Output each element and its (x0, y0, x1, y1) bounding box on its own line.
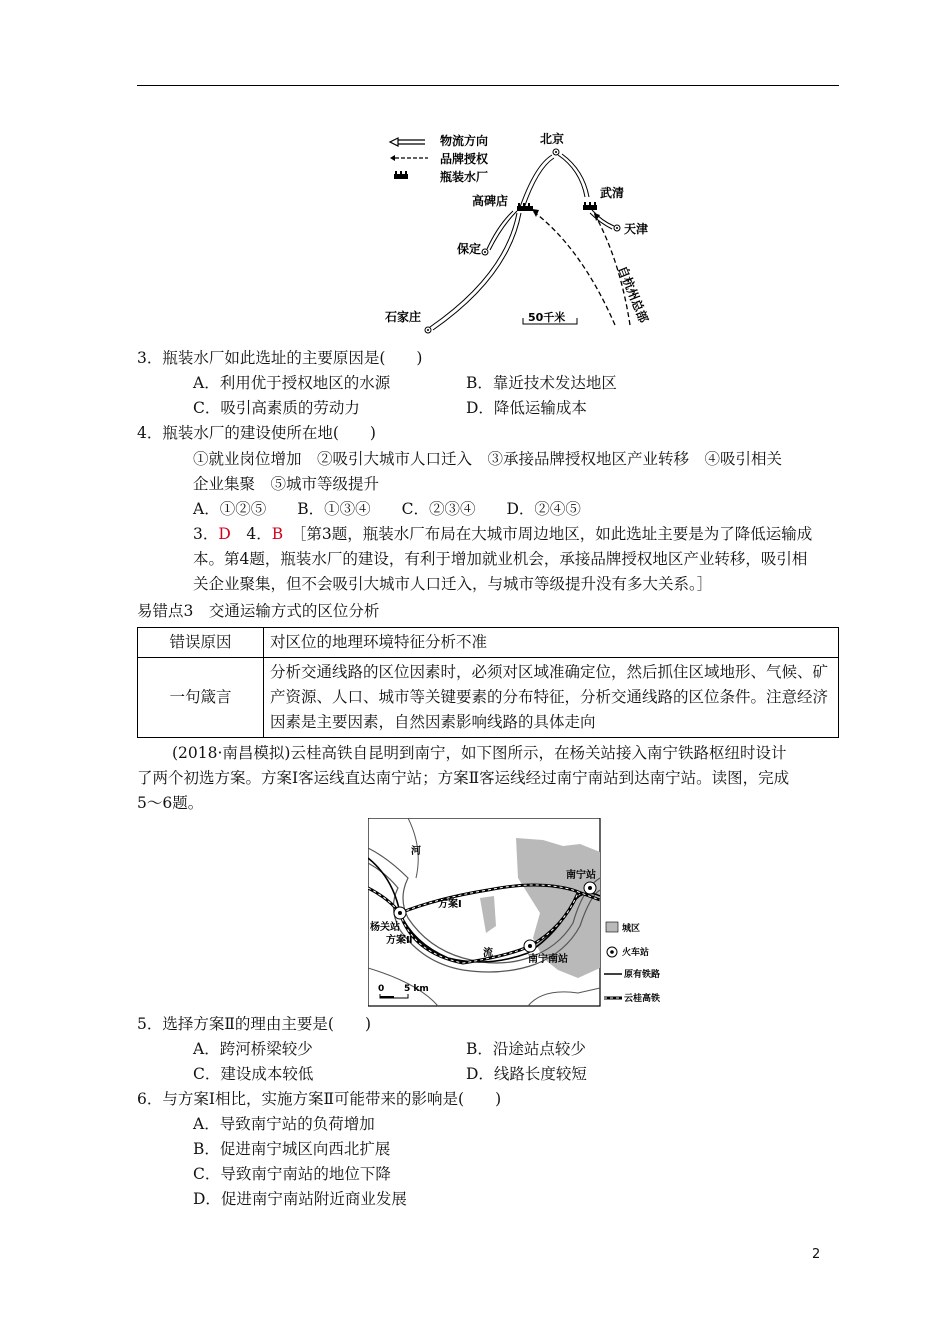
page-number: 2 (812, 1247, 821, 1262)
q6-option-d: D．促进南宁南站附近商业发展 (193, 1190, 407, 1208)
scale-zero: 0 (378, 984, 385, 994)
answer-4-key: B (271, 525, 284, 543)
q6-option-a: A．导致南宁站的负荷增加 (193, 1115, 375, 1133)
answer-3-key: D (218, 525, 231, 543)
table-row (138, 628, 839, 658)
river-label: 河 (411, 846, 421, 857)
legend-brand-label: 品牌授权 (440, 152, 489, 166)
answer-explanation-line2: 本。第4题，瓶装水厂的建设，有利于增加就业机会，承接品牌授权地区产业转移，吸引相 (193, 550, 808, 568)
table-row (138, 658, 839, 738)
answer-3-number: 3． (193, 525, 219, 543)
legend-flow-label: 物流方向 (440, 134, 489, 148)
legend-flow-arrow-icon (390, 138, 425, 146)
factory-gaobeidian-icon (517, 203, 533, 211)
answer-3-4 (193, 522, 812, 547)
city-shijiazhuang: 石家庄 (385, 310, 422, 324)
intro-line1: (2018·南昌模拟)云桂高铁自昆明到南宁，如下图所示，在杨关站接入南宁铁路枢纽时设计 (172, 744, 787, 762)
scale-km: 5 km (404, 984, 429, 994)
route-label: 自杭州总部 (615, 263, 651, 325)
table-cell-cause: 对区位的地理环境特征分析不准 (264, 628, 839, 658)
q5-option-a: A．跨河桥梁较少 (193, 1040, 313, 1058)
q3-stem: 3．瓶装水厂如此选址的主要原因是( ) (137, 349, 423, 367)
q6-stem: 6．与方案Ⅰ相比，实施方案Ⅱ可能带来的影响是( ) (137, 1090, 502, 1108)
error-analysis-table (137, 627, 839, 738)
legend-station-label: 火车站 (622, 948, 650, 958)
city-gaobeidian: 高碑店 (472, 194, 509, 208)
answer-4-number: 4． (246, 525, 272, 543)
city-beijing: 北京 (540, 132, 565, 146)
city-baoding: 保定 (457, 242, 482, 256)
nanning-south-label: 南宁南站 (528, 954, 568, 965)
q3-option-b: B．靠近技术发达地区 (466, 374, 617, 392)
q5-option-d: D．线路长度较短 (466, 1065, 587, 1083)
legend-hsr-label: 云桂高铁 (624, 994, 661, 1004)
answer-explanation-line1: ［第3题，瓶装水厂布局在大城市周边地区，如此选址主要是为了降低运输成 (298, 525, 813, 543)
legend-rail-label: 原有铁路 (624, 970, 661, 980)
scale-label: 50千米 (528, 311, 566, 324)
intro-line3: 5～6题。 (137, 794, 204, 812)
q4-choices-line2: 企业集聚 ⑤城市等级提升 (193, 475, 380, 493)
logistics-map (380, 125, 660, 340)
railway-map (368, 818, 668, 1008)
q6-option-b: B．促进南宁城区向西北扩展 (193, 1140, 391, 1158)
plan-1-label: 方案Ⅰ (438, 899, 462, 910)
factory-wuqing-icon (583, 202, 597, 210)
legend-station-icon (607, 947, 617, 957)
legend-brand-arrow-icon (390, 155, 428, 161)
section-title: 易错点3 交通运输方式的区位分析 (137, 602, 380, 620)
station-yangguan-icon (394, 907, 406, 919)
table-head-motto: 一句箴言 (138, 658, 264, 738)
yangguan-label: 杨关站 (370, 922, 400, 933)
top-rule (137, 85, 839, 86)
q4-stem: 4．瓶装水厂的建设使所在地( ) (137, 424, 376, 442)
q5-stem: 5．选择方案Ⅱ的理由主要是( ) (137, 1015, 371, 1033)
q3-option-c: C．吸引高素质的劳动力 (193, 399, 360, 417)
intro-line2: 了两个初选方案。方案Ⅰ客运线直达南宁站；方案Ⅱ客运线经过南宁南站到达南宁站。读图，完成 (137, 769, 790, 787)
q5-option-b: B．沿途站点较少 (466, 1040, 586, 1058)
table-head-cause: 错误原因 (138, 628, 264, 658)
city-tianjin: 天津 (624, 222, 649, 236)
q6-option-c: C．导致南宁南站的地位下降 (193, 1165, 391, 1183)
q3-option-a: A．利用优于授权地区的水源 (193, 374, 391, 392)
station-nanning-south-icon (524, 940, 536, 952)
legend-city-swatch (606, 922, 618, 932)
station-nanning-icon (584, 882, 596, 894)
q4-options: A．①②⑤ B．①③④ C．②③④ D．②④⑤ (193, 500, 581, 518)
q4-choices-line1: ①就业岗位增加 ②吸引大城市人口迁入 ③承接品牌授权地区产业转移 ④吸引相关 (193, 450, 783, 468)
plan-2-label: 方案Ⅱ (386, 935, 413, 946)
q3-option-d: D．降低运输成本 (466, 399, 587, 417)
legend-city-label: 城区 (622, 924, 641, 934)
answer-explanation-line3: 关企业聚集，但不会吸引大城市人口迁入，与城市等级提升没有多大关系。］ (193, 575, 713, 593)
table-cell-motto: 分析交通线路的区位因素时，必须对区域准确定位，然后抓住区域地形、气候、矿产资源、人口、城市等关键要素的分布特征，分析交通线路的区位条件。注意经济因素是主要因素，自然因素影响线路的具体走向 (264, 658, 839, 738)
legend-factory-icon (394, 171, 408, 179)
legend-factory-label: 瓶装水厂 (440, 170, 489, 184)
river-label-2: 流 (483, 948, 493, 959)
q5-option-c: C．建设成本较低 (193, 1065, 314, 1083)
city-wuqing: 武清 (600, 186, 625, 200)
nanning-label: 南宁站 (566, 870, 596, 881)
